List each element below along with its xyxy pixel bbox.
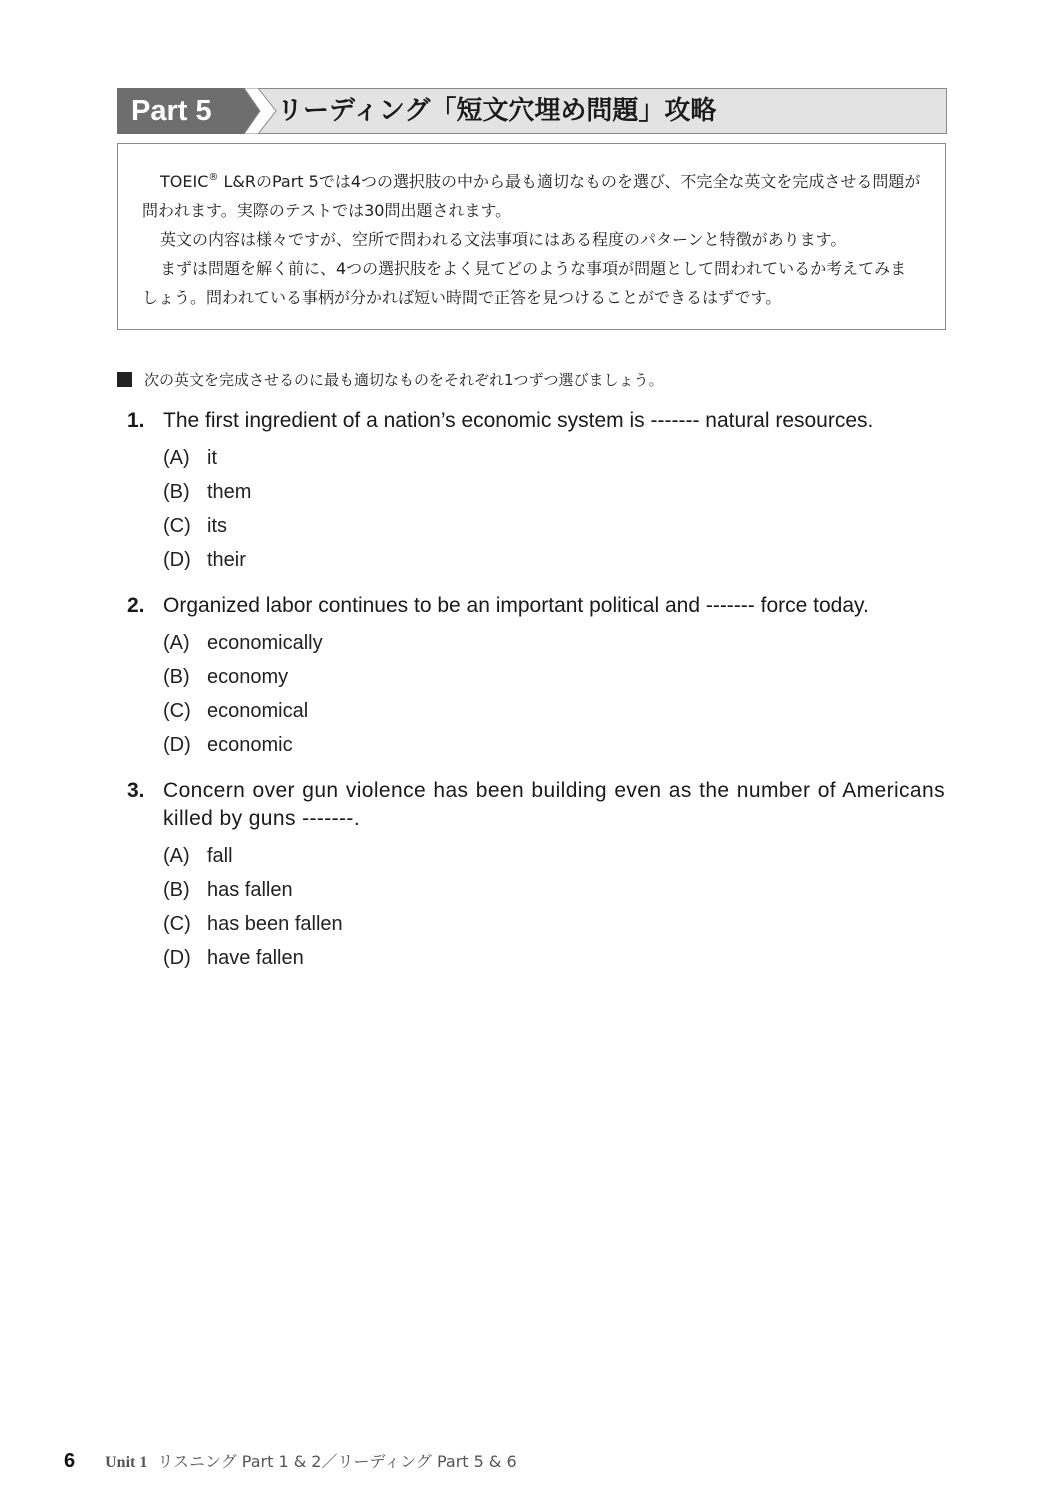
section-title: リーディング「短文穴埋め問題」攻略 — [277, 96, 717, 126]
page-footer — [64, 1449, 517, 1475]
option-a[interactable]: (A) fall — [163, 845, 233, 867]
page-number: 6 — [64, 1450, 76, 1472]
footer-text: リスニング Part 1 & 2／リーディング Part 5 & 6 — [157, 1452, 517, 1471]
option-list — [163, 839, 947, 975]
intro-paragraph-1: TOEIC® L&RのPart 5では4つの選択肢の中から最も適切なものを選び、不完全な英文を完成させる問題が問われます。実際のテストでは30問出題されます。 — [142, 172, 921, 220]
option-d[interactable]: (D) their — [163, 549, 246, 571]
question-number: 3. — [127, 779, 145, 802]
question-number: 1. — [127, 409, 145, 432]
part-badge: Part 5 — [117, 88, 230, 134]
option-c[interactable]: (C) has been fallen — [163, 913, 343, 935]
option-b[interactable]: (B) them — [163, 481, 252, 503]
option-a[interactable]: (A) economically — [163, 632, 323, 654]
intro-box — [117, 143, 946, 330]
option-list — [163, 626, 947, 762]
unit-label: Unit 1 — [105, 1454, 148, 1471]
option-d[interactable]: (D) have fallen — [163, 947, 304, 969]
question-stem: The first ingredient of a nation’s economic system is ------- natural resources. — [163, 409, 874, 432]
intro-paragraph-2: 英文の内容は様々ですが、空所で問われる文法事項にはある程度のパターンと特徴があります。 — [160, 230, 847, 249]
question-stem: Concern over gun violence has been building even as the number of Americans killed by guns -------. — [163, 779, 945, 830]
option-c[interactable]: (C) its — [163, 515, 227, 537]
registered-mark: ® — [208, 172, 219, 183]
option-c[interactable]: (C) economical — [163, 700, 309, 722]
option-b[interactable]: (B) has fallen — [163, 879, 293, 901]
section-header — [117, 88, 946, 134]
square-bullet-icon — [117, 372, 132, 387]
option-d[interactable]: (D) economic — [163, 734, 293, 756]
question-1 — [127, 407, 947, 577]
question-2 — [127, 592, 947, 762]
question-3 — [127, 777, 947, 975]
question-number: 2. — [127, 594, 145, 617]
instruction-text: 次の英文を完成させるのに最も適切なものをそれぞれ1つずつ選びましょう。 — [144, 371, 664, 389]
chevron-right-icon — [230, 88, 280, 134]
option-a[interactable]: (A) it — [163, 447, 217, 469]
option-b[interactable]: (B) economy — [163, 666, 289, 688]
question-stem: Organized labor continues to be an important political and ------- force today. — [163, 594, 869, 617]
instruction — [117, 369, 664, 391]
option-list — [163, 441, 947, 577]
intro-paragraph-3: まずは問題を解く前に、4つの選択肢をよく見てどのような事項が問題として問われているか考えてみましょう。問われている事柄が分かれば短い時間で正答を見つけることができるはずです。 — [142, 259, 907, 307]
